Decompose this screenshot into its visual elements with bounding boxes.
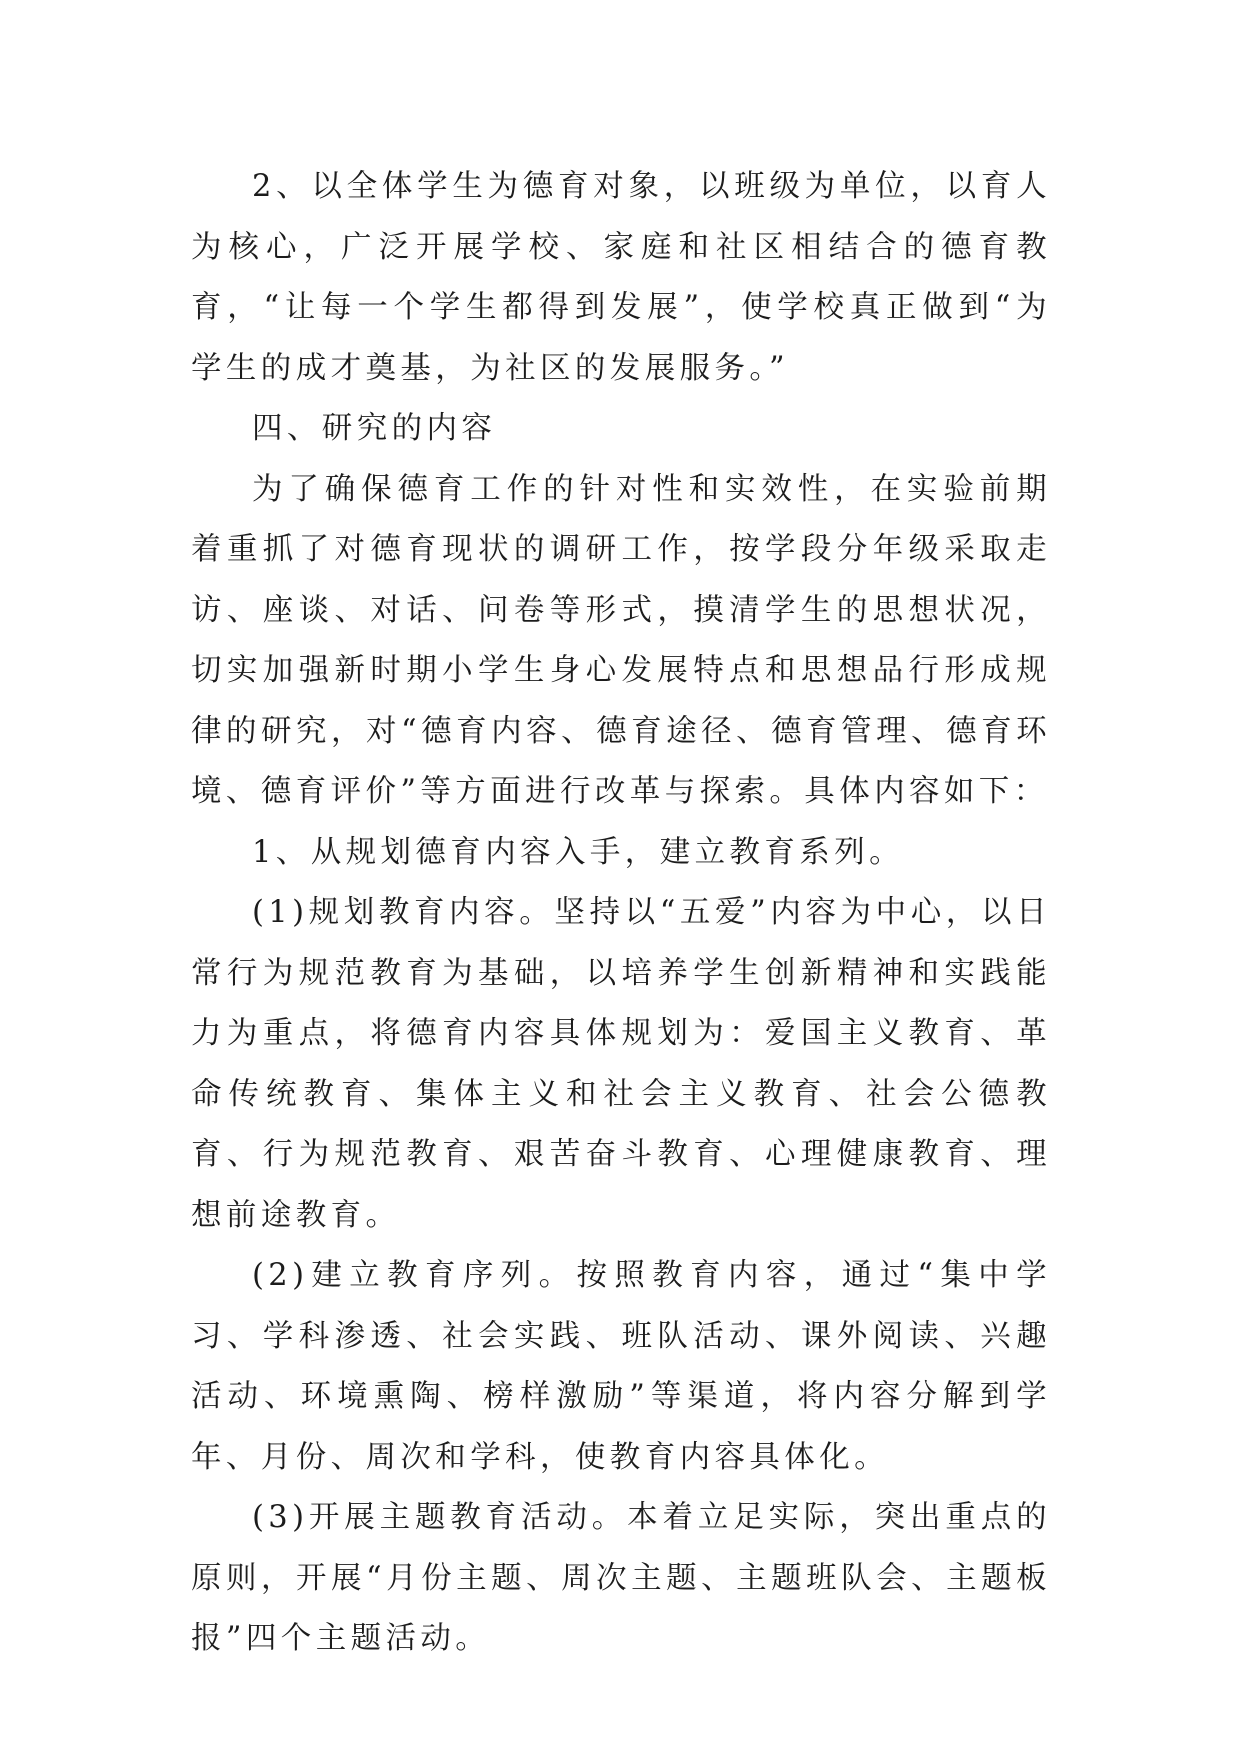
section-heading-research-content: 四、研究的内容 (252, 411, 497, 446)
paragraph-subitem-2: (2)建立教育序列。按照教育内容，通过“集中学习、学科渗透、社会实践、班队活动、课外阅读、兴趣活动、环境熏陶、榜样激励”等渠道，将内容分解到学年、月份、周次和学科，使教育内容具体化。 (191, 1258, 1051, 1475)
paragraph-research-intro: 为了确保德育工作的针对性和实效性，在实验前期着重抓了对德育现状的调研工作，按学段分年级采取走访、座谈、对话、问卷等形式，摸清学生的思想状况，切实加强新时期小学生身心发展特点和思想品行形成规律的研究，对“德育内容、德育途径、德育管理、德育环境、德育评价”等方面进行改革与探索。具体内容如下： (191, 471, 1051, 809)
paragraph-item-1-heading: 1、从规划德育内容入手，建立教育系列。 (252, 834, 905, 870)
document-body (191, 157, 1051, 1670)
paragraph-subitem-3: (3)开展主题教育活动。本着立足实际，突出重点的原则，开展“月份主题、周次主题、主题班队会、主题板报”四个主题活动。 (191, 1500, 1051, 1656)
paragraph-subitem-1: (1)规划教育内容。坚持以“五爱”内容为中心，以日常行为规范教育为基础，以培养学生创新精神和实践能力为重点，将德育内容具体规划为：爱国主义教育、革命传统教育、集体主义和社会主义教育、社会公德教育、行为规范教育、艰苦奋斗教育、心理健康教育、理想前途教育。 (191, 895, 1051, 1233)
paragraph-point-2: 2、以全体学生为德育对象，以班级为单位，以育人为核心，广泛开展学校、家庭和社区相结合的德育教育，“让每一个学生都得到发展”，使学校真正做到“为学生的成才奠基，为社区的发展服务。” (191, 169, 1051, 386)
